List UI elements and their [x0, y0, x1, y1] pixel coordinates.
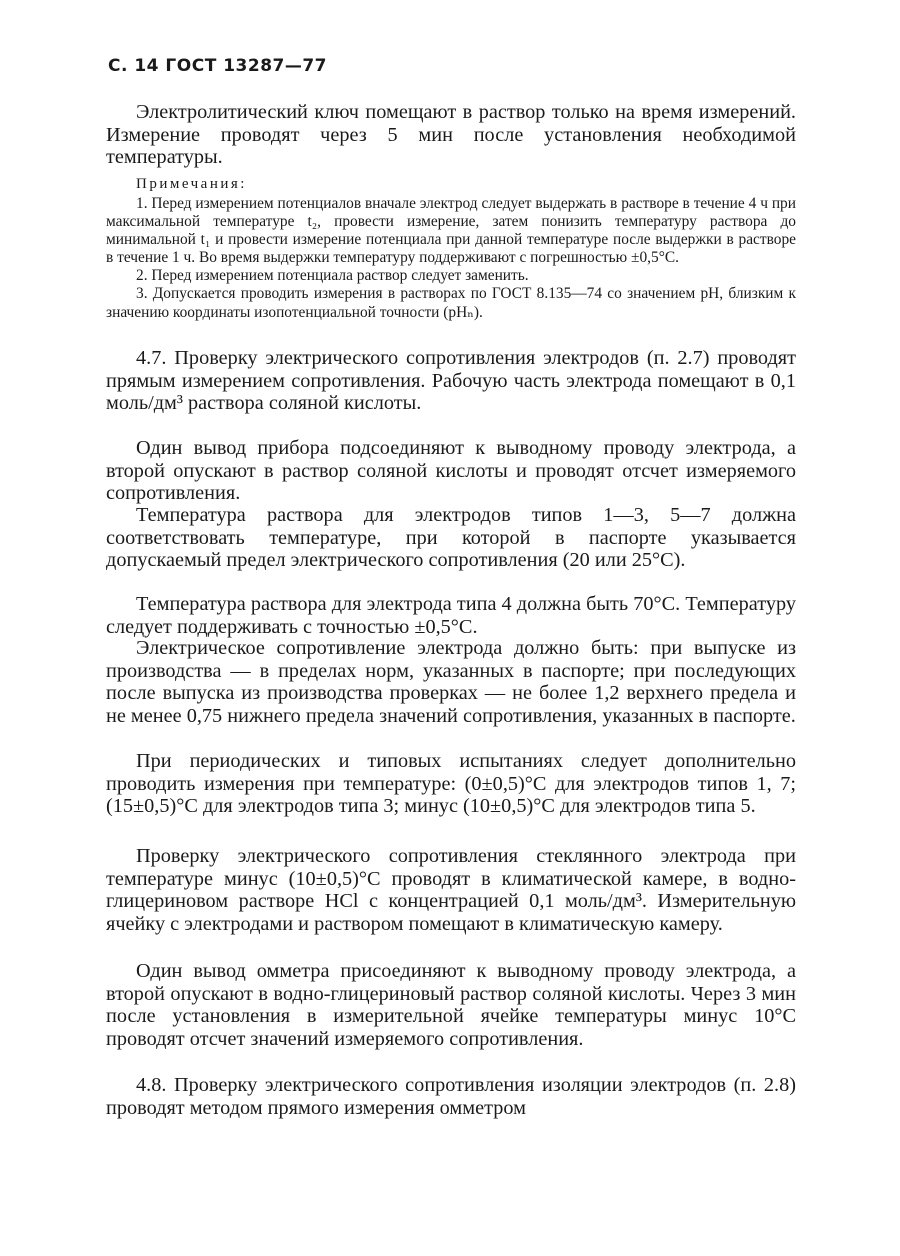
paragraph-ohmmeter: Один вывод омметра присоединяют к выводному проводу электрода, а второй опускают в водно-глицериновый раствор соляной кислоты. Через 3 мин после установления в измерительной ячейке температуры минус 10°С проводят отсчет значений измеряемого сопротивления.: [106, 960, 796, 1050]
paragraph-glass-electrode: Проверку электрического сопротивления стеклянного электрода при температуре минус (10±0,5)°С проводят в климатической камере, в водно-глицериновом растворе HCl с концентрацией 0,1 моль/дм³. Измерительную ячейку с электродами и раствором помещают в климатическую камеру.: [106, 845, 796, 935]
section-4-8-block: [106, 1074, 796, 1119]
paragraph-periodic-block: [106, 750, 796, 818]
section-4-7-paragraph: 4.7. Проверку электрического сопротивления электродов (п. 2.7) проводят прямым измерением сопротивления. Рабочую часть электрода помещают в 0,1 моль/дм³ раствора соляной кислоты.: [106, 347, 796, 414]
section-4-7-block: [106, 347, 796, 415]
paragraph-ohmmeter-block: [106, 960, 796, 1050]
intro-paragraph-block: [106, 101, 796, 169]
notes-block: [106, 176, 796, 322]
page-header: С. 14 ГОСТ 13287—77: [108, 56, 328, 76]
paragraph-periodic: При периодических и типовых испытаниях следует дополнительно проводить измерения при температуре: (0±0,5)°С для электродов типов 1, 7; (15±0,5)°С для электродов типа 3; минус (10±0,5)°С для электродов типа 5.: [106, 750, 796, 817]
paragraph-one-lead: Один вывод прибора подсоединяют к выводному проводу электрода, а второй опускают в раствор соляной кислоты и проводят отсчет измеряемого сопротивления.: [106, 437, 796, 504]
paragraph-resistance-block: [106, 637, 796, 727]
notes-title: Примечания:: [136, 176, 247, 192]
paragraph-resistance: Электрическое сопротивление электрода должно быть: при выпуске из производства — в пределах норм, указанных в паспорте; при последующих после выпуска из производства проверках — не более 1,2 верхнего предела и не менее 0,75 нижнего предела значений сопротивления, указанных в паспорте.: [106, 637, 796, 727]
note-item-2: 2. Перед измерением потенциала раствор следует заменить.: [136, 267, 529, 285]
paragraph-temp-type4-block: [106, 593, 796, 638]
paragraph-temp-types: Температура раствора для электродов типов 1—3, 5—7 должна соответствовать температуре, при которой в паспорте указывается допускаемый предел электрического сопротивления (20 или 25°С).: [106, 504, 796, 571]
paragraph-temp-type4: Температура раствора для электрода типа 4 должна быть 70°С. Температуру следует поддерживать с точностью ±0,5°С.: [106, 593, 796, 638]
paragraph-temp-types-block: [106, 504, 796, 572]
paragraph-one-lead-block: [106, 437, 796, 505]
note-item-3: 3. Допускается проводить измерения в растворах по ГОСТ 8.135—74 со значением pH, близким к значению координаты изопотенциальной точности (pHₙ).: [106, 285, 796, 321]
intro-paragraph: Электролитический ключ помещают в раствор только на время измерений. Измерение проводят через 5 мин после установления необходимой температуры.: [106, 101, 796, 168]
section-4-8-paragraph: 4.8. Проверку электрического сопротивления изоляции электродов (п. 2.8) проводят методом прямого измерения омметром: [106, 1074, 796, 1119]
paragraph-glass-electrode-block: [106, 845, 796, 935]
note-item-1: 1. Перед измерением потенциалов вначале электрод следует выдержать в растворе в течение 4 ч при максимальной температуре t₂, провести измерение, затем понизить температуру раствора до минимальной t₁ и провести измерение потенциала при данной температуре после выдержки в растворе в течение 1 ч. Во время выдержки температуру поддерживают с погрешностью ±0,5°С.: [106, 195, 796, 267]
